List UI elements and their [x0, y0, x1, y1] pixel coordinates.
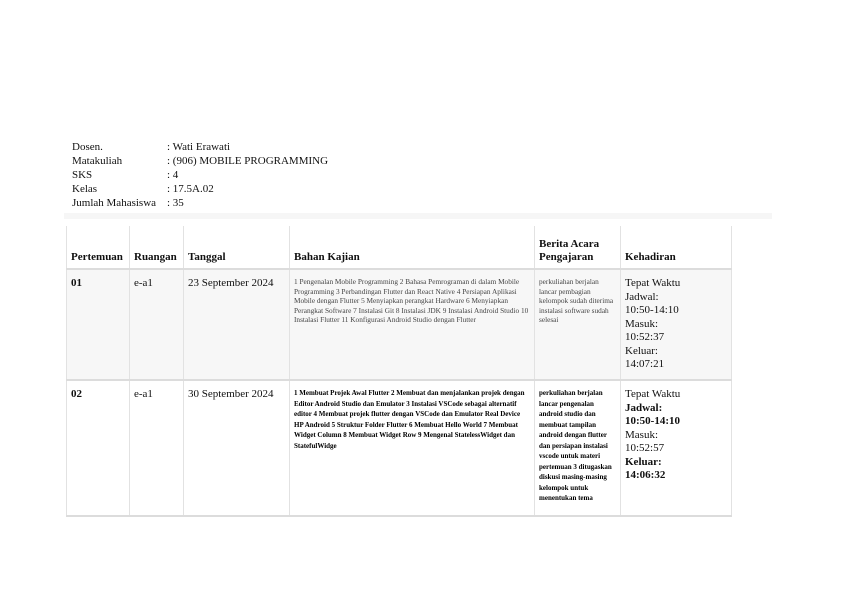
cell-ruangan: e-a1 — [130, 269, 184, 380]
cell-berita-acara: perkuliahan berjalan lancar pembagian kelompok sudah diterima instalasi software sudah selesai — [535, 269, 621, 380]
masuk-label: Masuk: — [625, 428, 658, 441]
keluar-label: Keluar: — [625, 455, 662, 468]
masuk-value: 10:52:37 — [625, 331, 665, 343]
info-row-sks — [72, 168, 328, 182]
header-bahan-kajian: Bahan Kajian — [290, 226, 535, 269]
jadwal-value: 10:50-14:10 — [625, 304, 679, 316]
keluar-value: 14:07:21 — [625, 358, 665, 370]
info-row-dosen — [72, 140, 328, 154]
info-row-jumlah — [72, 196, 328, 210]
header-pertemuan: Pertemuan — [67, 226, 130, 269]
masuk-value: 10:52:57 — [625, 442, 665, 454]
header-tanggal: Tanggal — [184, 226, 290, 269]
dosen-value: : Wati Erawati — [167, 141, 231, 153]
kelas-label: Kelas — [72, 183, 98, 195]
attendance-status: Tepat Waktu — [625, 388, 681, 400]
matakuliah-value: : (906) MOBILE PROGRAMMING — [167, 155, 329, 167]
table-row — [67, 380, 732, 516]
attendance-table — [66, 226, 732, 517]
info-row-matakuliah — [72, 154, 328, 168]
cell-kehadiran — [621, 380, 732, 516]
jumlah-label: Jumlah Mahasiswa — [72, 197, 157, 209]
jadwal-value: 10:50-14:10 — [625, 415, 680, 427]
table-header-row — [67, 226, 732, 269]
cell-tanggal: 30 September 2024 — [184, 380, 290, 516]
header-berita-acara: Berita Acara Pengajaran — [535, 226, 621, 269]
cell-berita-acara: perkuliahan berjalan lancar pengenalan android studio dan membuat tampilan android dengan flutter dan persiapan instalasi vscode untuk materi pertemuan 3 ditugaskan diskusi masing-masing kelompok untuk menentukan tema — [535, 380, 621, 516]
keluar-label: Keluar: — [625, 344, 658, 357]
cell-ruangan: e-a1 — [130, 380, 184, 516]
jadwal-label: Jadwal: — [625, 290, 659, 303]
cell-pertemuan: 02 — [67, 380, 130, 516]
header-ruangan: Ruangan — [130, 226, 184, 269]
masuk-label: Masuk: — [625, 317, 658, 330]
header-kehadiran: Kehadiran — [621, 226, 732, 269]
cell-bahan-kajian: 1 Membuat Projek Awal Flutter 2 Membuat dan menjalankan projek dengan Editor Android Studio dan Emulator 3 Instalasi VSCode sebagai alternatif editor 4 Membuat projek flutter dengan VSCode dan Emulator Real Device HP Android 5 Struktur Folder Flutter 6 Membuat Hello World 7 Membuat Widget Column 8 Membuat Widget Row 9 Mengenal StatelessWidget dan StatefulWidge — [290, 380, 535, 516]
matakuliah-label: Matakuliah — [72, 155, 123, 167]
dosen-label: Dosen. — [72, 141, 103, 153]
cell-tanggal: 23 September 2024 — [184, 269, 290, 380]
sks-value: : 4 — [167, 169, 179, 181]
cell-kehadiran — [621, 269, 732, 380]
cell-pertemuan: 01 — [67, 269, 130, 380]
kelas-value: : 17.5A.02 — [167, 183, 214, 195]
keluar-value: 14:06:32 — [625, 469, 666, 481]
course-info — [72, 140, 328, 210]
info-row-kelas — [72, 182, 328, 196]
attendance-status: Tepat Waktu — [625, 277, 681, 289]
jadwal-label: Jadwal: — [625, 401, 663, 414]
cell-bahan-kajian: 1 Pengenalan Mobile Programming 2 Bahasa Pemrograman di dalam Mobile Programming 3 Perbandingan Flutter dan React Native 4 Persiapan Aplikasi Mobile dengan Flutter 5 Menyiapkan perangkat Hardware 6 Menyiapkan Perangkat Software 7 Instalasi Git 8 Instalasi JDK 9 Instalasi Android Studio 10 Instalasi Flutter 11 Konfigurasi Android Studio dengan Flutter — [290, 269, 535, 380]
jumlah-value: : 35 — [167, 197, 184, 209]
divider — [64, 213, 772, 219]
sks-label: SKS — [72, 169, 93, 181]
table-row — [67, 269, 732, 380]
